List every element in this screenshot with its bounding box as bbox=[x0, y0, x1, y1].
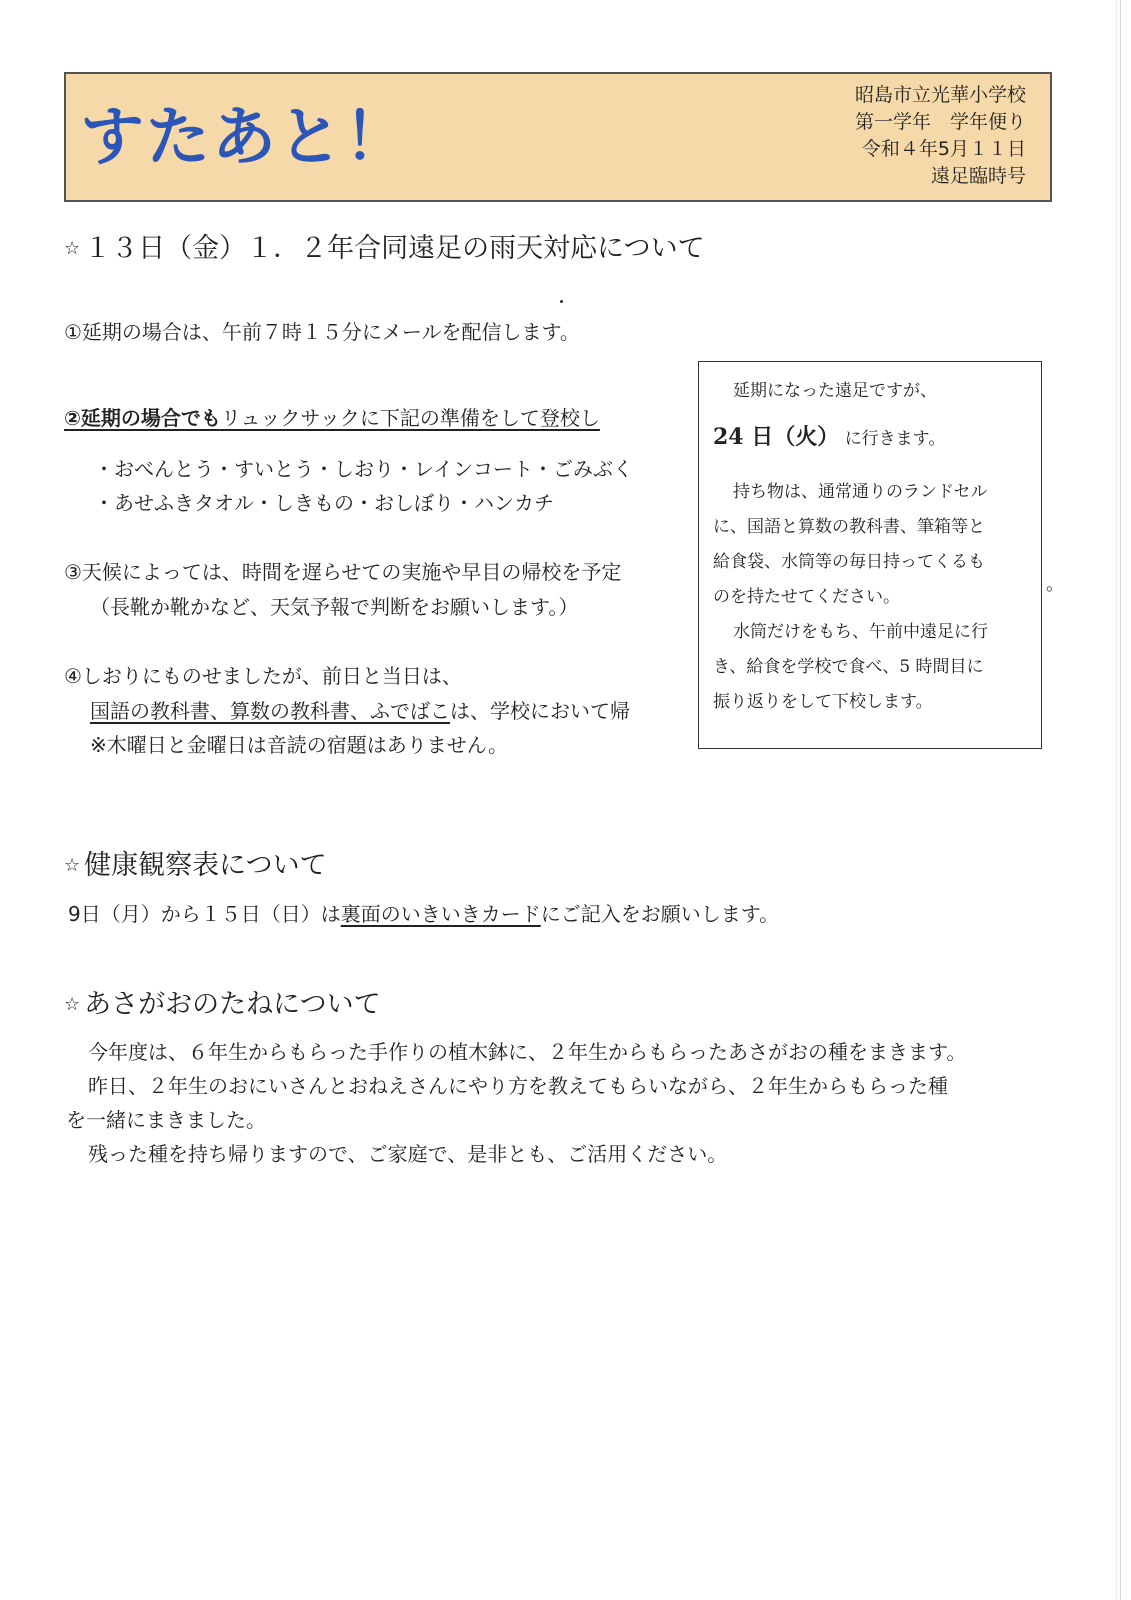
newsletter-title: すたあと！ bbox=[80, 101, 410, 175]
item-2-rest: リュックサックに下記の準備をして登校し bbox=[220, 406, 600, 430]
item-4-rest: は、学校において帰 bbox=[450, 699, 630, 723]
item-2-list-1: ・おべんとう・すいとう・しおり・レインコート・ごみぶく bbox=[94, 457, 633, 481]
item-4-line-2 bbox=[90, 695, 630, 724]
item-1: ①延期の場合は、午前７時１５分にメールを配信します。 bbox=[64, 320, 580, 344]
header-info bbox=[855, 82, 1026, 190]
notice-line: き、給食を学校で食べ、5 時間目に bbox=[713, 657, 984, 677]
notice-date-line: 24 日（火） に行きます。 bbox=[713, 424, 946, 450]
notice-line: 水筒だけをもち、午前中遠足に行 bbox=[733, 622, 988, 642]
section-title-morning-glory: ☆ あさがおのたねについて bbox=[64, 989, 381, 1020]
star-icon: ☆ bbox=[64, 994, 81, 1015]
seeds-paragraph-1: 今年度は、６年生からもらった手作りの植木鉢に、２年生からもらったあさがおの種をまきます。 bbox=[88, 1040, 967, 1064]
postponement-notice bbox=[698, 361, 1042, 749]
notice-line: 延期になった遠足ですが、 bbox=[733, 381, 937, 401]
page-edge bbox=[1116, 0, 1117, 1600]
notice-line: 持ち物は、通常通りのランドセル bbox=[733, 482, 988, 502]
stray-dot bbox=[560, 300, 563, 303]
item-4-underlined: 国語の教科書、算数の教科書、ふでばこ bbox=[90, 699, 450, 723]
seeds-paragraph-2-line-2: を一緒にまきました。 bbox=[66, 1108, 266, 1132]
seeds-paragraph-2-line-1: 昨日、２年生のおにいさんとおねえさんにやり方を教えてもらいながら、２年生からもらった種 bbox=[88, 1074, 948, 1098]
item-2 bbox=[64, 402, 600, 431]
notice-line: 給食袋、水筒等の毎日持ってくるも bbox=[713, 552, 985, 572]
page-edge bbox=[1120, 0, 1121, 1600]
issue-date: 令和４年5月１１日 bbox=[861, 138, 1026, 160]
notice-line: に、国語と算数の教科書、筆箱等と bbox=[713, 517, 985, 537]
seeds-paragraph-3: 残った種を持ち帰りますので、ご家庭で、是非とも、ご活用ください。 bbox=[88, 1142, 728, 1166]
item-4-line-3: ※木曜日と金曜日は音読の宿題はありません。 bbox=[90, 733, 508, 757]
item-3-line-2: （長靴か靴かなど、天気予報で判断をお願いします。） bbox=[90, 595, 579, 619]
notice-date: 24 日（火） bbox=[713, 424, 840, 450]
item-4-line-1: ④しおりにものせましたが、前日と当日は、 bbox=[64, 664, 462, 688]
item-3-line-1: ③天候によっては、時間を遅らせての実施や早目の帰校を予定 bbox=[64, 560, 622, 584]
star-icon: ☆ bbox=[64, 855, 81, 876]
school-name: 昭島市立光華小学校 bbox=[854, 84, 1026, 106]
header-banner bbox=[64, 72, 1052, 202]
star-icon: ☆ bbox=[64, 238, 81, 259]
notice-line: のを持たせてください。 bbox=[713, 587, 900, 607]
trailing-period: 。 bbox=[1046, 574, 1064, 595]
issue-label: 遠足臨時号 bbox=[930, 165, 1026, 187]
health-text: 9日（月）から１５日（日）は裏面のいきいきカードにご記入をお願いします。 bbox=[68, 902, 780, 926]
health-card-link-text: 裏面のいきいきカード bbox=[340, 902, 541, 926]
section-title-health: ☆ 健康観察表について bbox=[64, 850, 327, 881]
item-2-list-2: ・あせふきタオル・しきもの・おしぼり・ハンカチ bbox=[94, 491, 554, 515]
notice-line: 振り返りをして下校します。 bbox=[713, 692, 933, 712]
grade-letter: 第一学年 学年便り bbox=[854, 111, 1026, 133]
item-2-underlined: ②延期の場合でも bbox=[64, 406, 221, 430]
section-title-excursion: ☆ １３日（金）１．２年合同遠足の雨天対応について bbox=[64, 233, 705, 264]
